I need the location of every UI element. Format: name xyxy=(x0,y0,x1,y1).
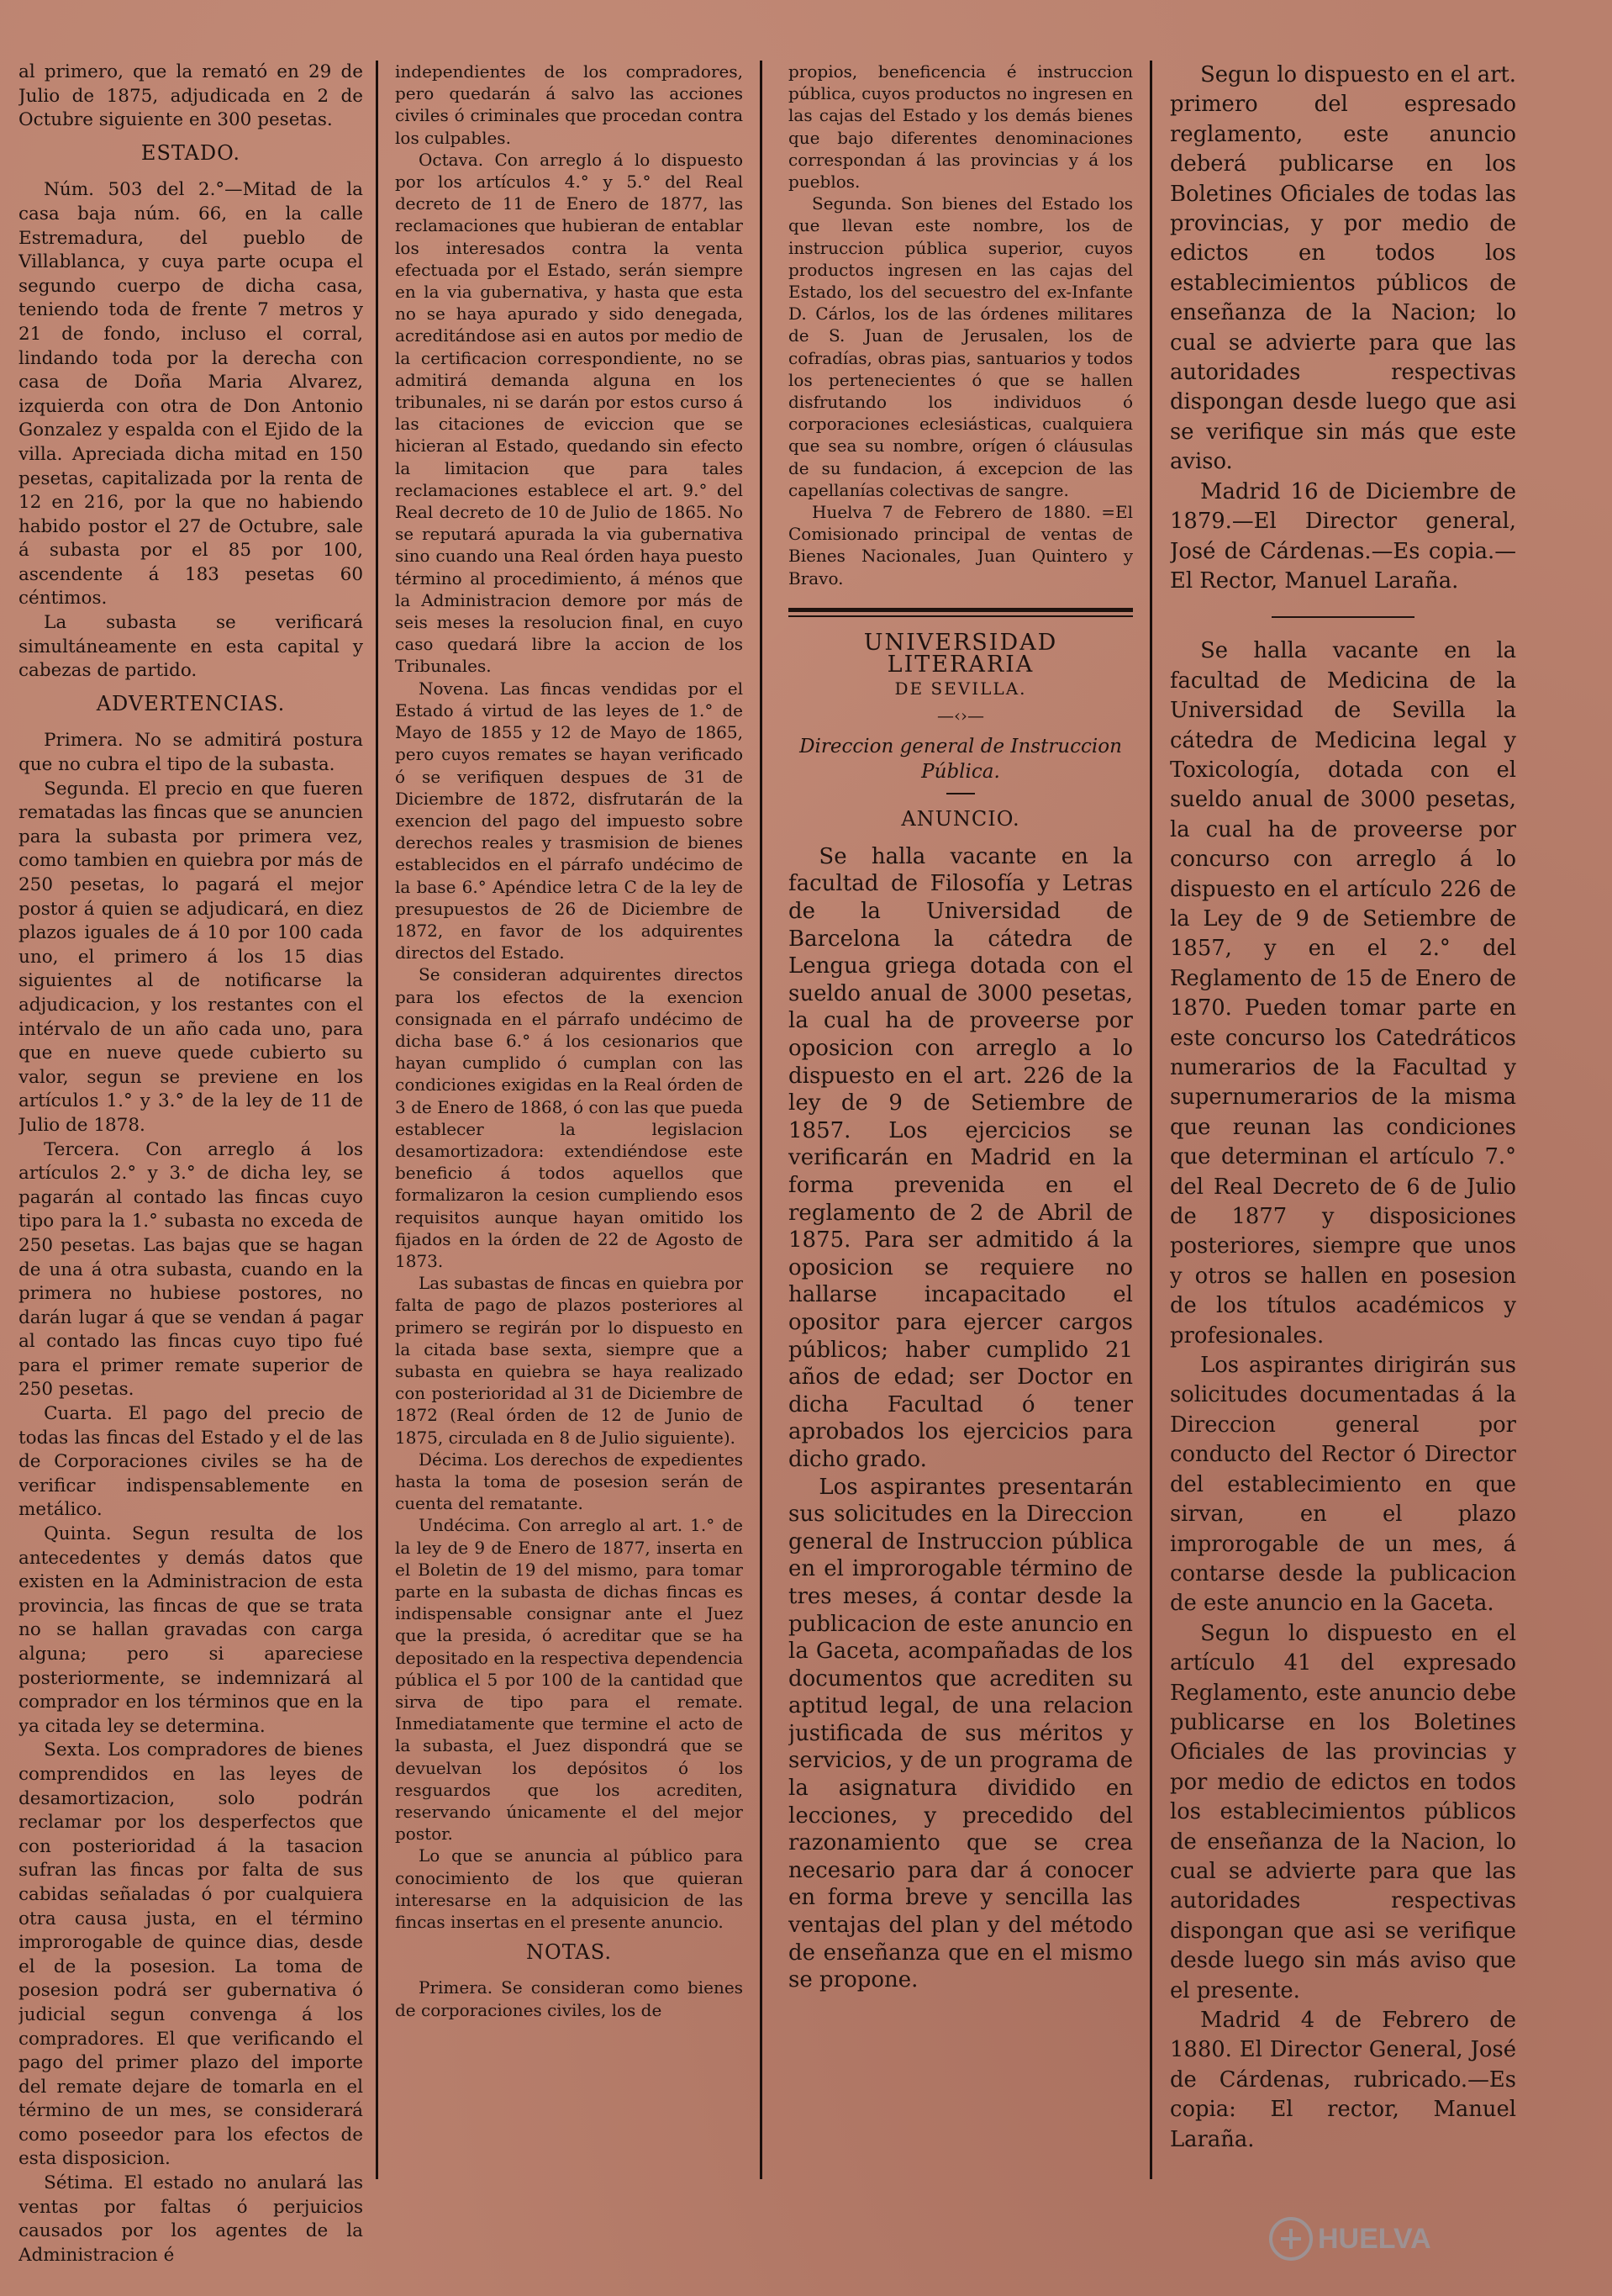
column-1 xyxy=(18,61,363,2267)
paragraph: independientes de los compradores, pero quedarán á salvo las acciones civiles ó criminales que procedan contra los culpables. xyxy=(395,61,743,148)
paragraph: Se consideran adquirentes directos para los efectos de la exencion consignada en el párrafo undécimo de dicha base 6.° á los cesionarios que hayan cumplido ó cumplan con las condiciones exigidas en la Real órden de 3 de Enero de 1868, ó con las que pueda establecer la legislacion desamortizadora: extendiéndose este beneficio á todos aquellos que formalizaron la cesion cumpliendo esos requisitos aunque hayan omitido los fijados en la órden de 22 de Agosto de 1873. xyxy=(395,964,743,1271)
short-divider xyxy=(946,793,975,794)
paragraph: Se halla vacante en la facultad de Medicina de la Universidad de Sevilla la cátedra de Medicina legal y Toxicología, dotada con el sueldo anual de 3000 pesetas, la cual ha de proveerse por concurso con arreglo á lo dispuesto en el artículo 226 de la Ley de 9 de Setiembre de 1857, y en el 2.° del Reglamento de 15 de Enero de 1870. Pueden tomar parte en este concurso los Catedráticos numerarios de la Facultad y supernumerarios de la misma que reunan las condiciones que determinan el artículo 7.° del Real Decreto de 6 de Julio de 1877 y disposiciones posteriores, siempre que unos y otros se hallen en posesion de los títulos académicos y profesionales. xyxy=(1170,638,1516,1349)
stamp-text: HUELVA xyxy=(1318,2223,1431,2255)
paragraph: Los aspirantes dirigirán sus solicitudes documentadas á la Direccion general por conducto del Rector ó Director del establecimiento en que sirvan, en el plazo improrogable de un mes, á contarse desde la publicacion de este anuncio en la Gaceta. xyxy=(1170,1353,1516,1617)
section-divider xyxy=(788,608,1133,612)
paragraph: Segunda. El precio en que fueren rematadas las fincas que se anuncien para la subasta por primera vez, como tambien en quiebra por más de 250 pesetas, lo pagará el mejor postor á quien se adjudicará, en diez plazos iguales de á 10 por 100 cada uno, el primero á los 15 dias siguientes al de notificarse la adjudicacion, y los restantes con el intérvalo de un año cada uno, para que en nueve quede cubierto su valor, segun se previene en los artículos 1.° y 3.° de la ley de 11 de Julio de 1878. xyxy=(18,778,363,1136)
column-3 xyxy=(788,61,1133,1994)
paragraph: Madrid 16 de Diciembre de 1879.—El Director general, José de Cárdenas.—Es copia.—El Rector, Manuel Laraña. xyxy=(1170,478,1516,594)
university-title: UNIVERSIDAD LITERARIA xyxy=(863,629,1058,678)
paragraph: Se halla vacante en la facultad de Filosofía y Letras de la Universidad de Barcelona la cátedra de Lengua griega dotada con el sueldo anual de 3000 pesetas, la cual ha de proveerse por oposicion con arreglo a lo dispuesto en el art. 226 de la ley de 9 de Setiembre de 1857. Los ejercicios se verificarán en Madrid en la forma prevenida en el reglamento de 2 de Abril de 1875. Para ser admitido á la oposicion se requiere no hallarse incapacitado el opositor para ejercer cargos públicos; haber cumplido 21 años de edad; ser Doctor en dicha Facultad ó tener aprobados los ejercicios para dicho grado. xyxy=(788,843,1133,1472)
paragraph: Cuarta. El pago del precio de todas las fincas del Estado y el de las de Corporaciones civiles se ha de verificar indispensablemente en metálico. xyxy=(18,1403,363,1521)
library-stamp-logo xyxy=(1266,2201,1442,2277)
anuncio-heading: ANUNCIO. xyxy=(901,806,1020,831)
paragraph: Undécima. Con arreglo al art. 1.° de la ley de 9 de Enero de 1877, inserta en el Boletin de 19 del mismo, para tomar parte en la subasta de dichas fincas es indispensable consignar ante el Juez que la presida, ó acreditar que se ha depositado en la respectiva dependencia pública el 5 por 100 de la cantidad que sirva de tipo para el remate. Inmediatamente que termine el acto de la subasta, el Juez dispondrá que se devuelvan los depósitos ó los resguardos que los acrediten, reservando únicamente el del mejor postor. xyxy=(395,1515,743,1845)
column-rule xyxy=(1150,61,1152,2179)
paragraph: Octava. Con arreglo á lo dispuesto por los artículos 4.° y 5.° del Real decreto de 11 de Enero de 1877, las reclamaciones que hubieran de entablar los interesados contra la venta efectuada por el Estado, serán siempre en la via gubernativa, y hasta que esta no se haya apurado y sido denegada, acreditándose asi en autos por medio de la certificacion correspondiente, no se admitirá demanda alguna en los tribunales, ni se darán por estos curso á las citaciones de eviccion que se hicieran al Estado, quedando sin efecto la limitacion que para tales reclamaciones establece el art. 9.° del Real decreto de 10 de Julio de 1865. No se reputará apurada la via gubernativa sino cuando una Real órden haya puesto término al procedimiento, á ménos que la Administracion demore por más de seis meses la resolucion final, en cuyo caso quedará libre la accion de los Tribunales. xyxy=(395,149,743,677)
paragraph: Huelva 7 de Febrero de 1880. =El Comisionado principal de ventas de Bienes Nacionales, Juan Quintero y Bravo. xyxy=(788,502,1133,589)
section-heading-notas: NOTAS. xyxy=(526,1940,612,1965)
paragraph: Décima. Los derechos de expedientes hasta la toma de posesion serán de cuenta del rematante. xyxy=(395,1449,743,1514)
column-rule xyxy=(376,61,378,2179)
section-heading-estado: ESTADO. xyxy=(140,140,241,165)
paragraph: Segunda. Son bienes del Estado los que llevan este nombre, los de instruccion pública superior, cuyos productos ingresen en las cajas del Estado, los del secuestro del ex-Infante D. Cárlos, los de las órdenes militares de S. Juan de Jerusalen, los de cofradías, obras pias, santuarios y todos los pertenecientes ó que se hallen disfrutando los individuos ó corporaciones eclesiásticas, cualquiera que sea su nombre, orígen ó cláusulas de su fundacion, á excepcion de las capellanías colectivas de sangre. xyxy=(788,193,1133,500)
column-4 xyxy=(1170,61,1516,2155)
paragraph: Madrid 4 de Febrero de 1880. El Director General, José de Cárdenas, rubricado.—Es copia: El rector, Manuel Laraña. xyxy=(1170,2008,1516,2152)
column-2 xyxy=(395,61,743,2021)
paragraph: Novena. Las fincas vendidas por el Estado á virtud de las leyes de 1.° de Mayo de 1855 y 12 de Mayo de 1865, pero cuyos remates se hayan verificado ó se verifiquen despues de 31 de Diciembre de 1872, disfrutarán de la exencion del pago del impuesto sobre derechos reales y trasmision de bienes establecidos en el párrafo undécimo de la base 6.° Apéndice letra C de la ley de presupuestos de 26 de Diciembre de 1872, en favor de los adquirentes directos del Estado. xyxy=(395,678,743,963)
paragraph: Núm. 503 del 2.°—Mitad de la casa baja núm. 66, en la calle Estremadura, del pueblo de Villablanca, y cuya parte ocupa el segundo cuerpo de dicha casa, teniendo toda de frente 7 metros y 21 de fondo, incluso el corral, lindando toda por la derecha con casa de Doña Maria Alvarez, izquierda con otra de Don Antonio Gonzalez y espalda con el Ejido de la villa. Apreciada dicha mitad en 150 pesetas, capitalizada por la renta de 12 en 216, por la que no habiendo habido postor el 27 de Octubre, sale á subasta por el 85 por 100, ascendente á 183 pesetas 60 céntimos. xyxy=(18,179,363,610)
paragraph: Lo que se anuncia al público para conocimiento de los que quieran interesarse en la adquisicion de las fincas insertas en el presente anuncio. xyxy=(395,1845,743,1933)
paragraph: Primera. No se admitirá postura que no cubra el tipo de la subasta. xyxy=(18,730,363,776)
section-heading-advertencias: ADVERTENCIAS. xyxy=(96,691,286,715)
paragraph: al primero, que la remató en 29 de Julio de 1875, adjudicada en 2 de Octubre siguiente en 300 pesetas. xyxy=(18,61,363,131)
column-rule xyxy=(760,61,762,2179)
paragraph: Quinta. Segun resulta de los antecedentes y demás datos que existen en la Administracion de esta provincia, las fincas de que se trata no se hallan gravadas con carga alguna; pero si apareciese posteriormente, se indemnizará al comprador en los términos que en la ya citada ley se determina. xyxy=(18,1523,363,1737)
paragraph: Segun lo dispuesto en el artículo 41 del expresado Reglamento, este anuncio debe publicarse en los Boletines Oficiales de las provincias y por medio de edictos en todos los establecimientos públicos de enseñanza de la Nacion, lo cual se advierte para que las autoridades respectivas dispongan que asi se verifique desde luego sin más aviso que el presente. xyxy=(1170,1620,1516,2003)
section-divider xyxy=(1272,616,1414,618)
paragraph: Sétima. El estado no anulará las ventas por faltas ó perjuicios causados por los agentes de la Administracion é xyxy=(18,2172,363,2266)
university-subtitle: DE SEVILLA. xyxy=(894,678,1027,699)
direction-title: Direccion general de Instruccion Pública. xyxy=(799,735,1122,783)
paragraph: Los aspirantes presentarán sus solicitudes en la Direccion general de Instruccion pública en el improrogable término de tres meses, á contar desde la publicacion de este anuncio en la Gaceta, acompañadas de los documentos que acrediten su aptitud legal, de una relacion justificada de sus méritos y servicios, y de un programa de la asignatura dividido en lecciones, y precedido del razonamiento que se crea necesario para dar á conocer en forma breve y sencilla las ventajas del plan y del método de enseñanza que en el mismo se propone. xyxy=(788,1474,1133,1993)
paragraph: propios, beneficencia é instruccion pública, cuyos productos no ingresen en las cajas del Estado y los demás bienes que bajo diferentes denominaciones correspondan á las provincias y á los pueblos. xyxy=(788,61,1133,193)
paragraph: La subasta se verificará simultáneamente en esta capital y cabezas de partido. xyxy=(18,612,363,682)
paragraph: Tercera. Con arreglo á los artículos 2.° y 3.° de dicha ley, se pagarán al contado las fincas cuyo tipo para la 1.° subasta no exceda de 250 pesetas. Las bajas que se hagan de una á otra subasta, cuando en la primera no hubiese postores, no darán lugar á que se vendan á pagar al contado las fincas cuyo tipo fué para el primer remate superior de 250 pesetas. xyxy=(18,1138,363,1401)
section-divider xyxy=(788,615,1133,617)
paragraph: Sexta. Los compradores de bienes comprendidos en las leyes de desamortizacion, solo podrán reclamar por los desperfectos que con posterioridad á la tasacion sufran las fincas por falta de sus cabidas señaladas ó por cualquiera otra causa justa, en el término improrogable de quince dias, desde el de la posesion. La toma de posesion podrá ser gubernativa ó judicial segun convenga á los compradores. El que verificando el pago del primer plazo del importe del remate dejare de tomarla en el término de un mes, se considerará como poseedor para los efectos de esta disposicion. xyxy=(18,1739,363,2170)
paragraph: Segun lo dispuesto en el art. primero del espresado reglamento, este anuncio deberá publicarse en los Boletines Oficiales de todas las provincias, y por medio de edictos en todos los establecimientos públicos de enseñanza de la Nacion; lo cual se advierte para que las autoridades respectivas dispongan desde luego que asi se verifique sin más que este aviso. xyxy=(1170,62,1516,475)
ornament: —‹›— xyxy=(937,705,984,726)
paragraph: Primera. Se consideran como bienes de corporaciones civiles, los de xyxy=(395,1977,743,2020)
paragraph: Las subastas de fincas en quiebra por falta de pago de plazos posteriores al primero se regirán por lo dispuesto en la citada base sexta, siempre que a subasta en quiebra se haya realizado con posterioridad al 31 de Diciembre de 1872 (Real órden de 12 de Junio de 1875, circulada en 8 de Julio siguiente). xyxy=(395,1273,743,1448)
